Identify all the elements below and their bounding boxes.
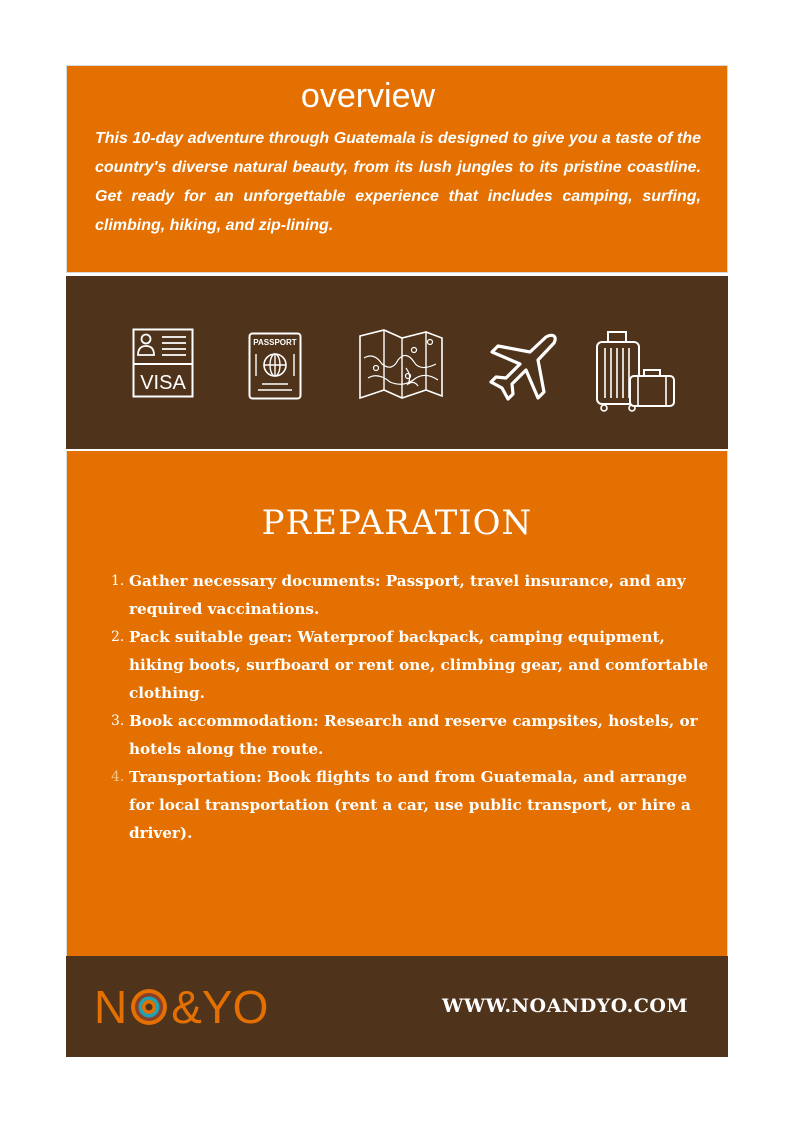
passport-label: PASSPORT (253, 338, 297, 347)
list-item-number: 2. (111, 629, 125, 645)
visa-icon (132, 328, 194, 398)
list-item-number: 4. (111, 769, 125, 785)
list-item-text: Transportation: Book flights to and from Guatemala, and arrange for local transportation (rent a car, use public transport, or hire a driver). (129, 768, 691, 842)
website-link[interactable]: WWW.NOANDYO.COM (442, 995, 688, 1017)
travel-icons-band (66, 276, 728, 449)
preparation-title: PREPARATION (261, 503, 533, 543)
list-item-number: 3. (111, 713, 125, 729)
list-item (111, 623, 709, 707)
logo-text-left: N (94, 981, 128, 1033)
list-item-text: Gather necessary documents: Passport, travel insurance, and any required vaccinations. (129, 572, 686, 618)
passport-icon (248, 332, 302, 400)
luggage-icon (594, 328, 678, 412)
logo-text-right: &YO (171, 981, 269, 1033)
logo (94, 981, 269, 1033)
overview-title: overview (300, 77, 436, 115)
preparation-panel (66, 451, 728, 956)
list-item-text: Book accommodation: Research and reserve campsites, hostels, or hotels along the route. (129, 712, 698, 758)
footer (66, 956, 728, 1057)
map-icon (356, 328, 446, 402)
airplane-icon (482, 330, 560, 408)
list-item (111, 763, 709, 847)
list-item-text: Pack suitable gear: Waterproof backpack, camping equipment, hiking boots, surfboard or rent one, climbing gear, and comfortable clothing. (129, 628, 709, 702)
visa-label: VISA (140, 372, 186, 394)
overview-panel (66, 65, 728, 273)
list-item (111, 707, 709, 763)
list-item-number: 1. (111, 573, 125, 589)
list-item (111, 567, 709, 623)
preparation-list (111, 567, 709, 847)
logo-circle-icon (129, 987, 169, 1027)
overview-text: This 10-day adventure through Guatemala is designed to give you a taste of the country's diverse natural beauty, from its lush jungles to its pristine coastline. Get ready for an unforgettable experience that includes camping, surfing, climbing, hiking, and zip-lining. (95, 130, 701, 234)
